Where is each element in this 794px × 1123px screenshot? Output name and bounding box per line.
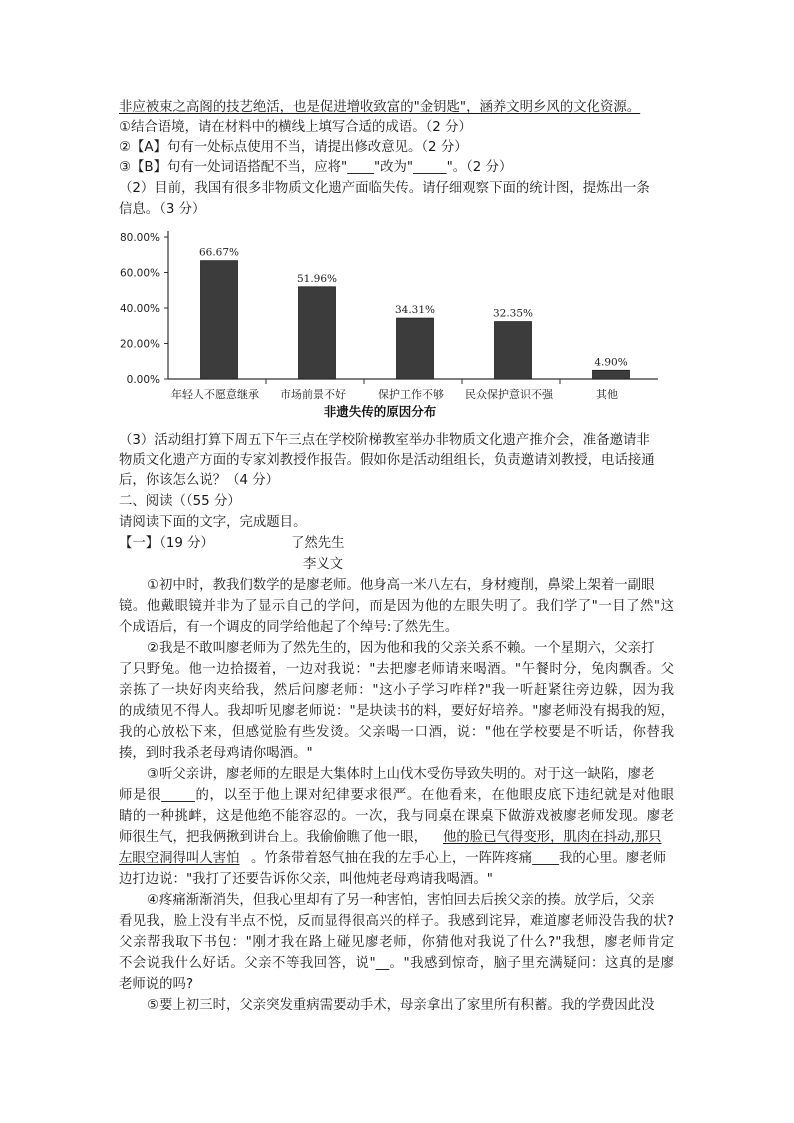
question-1-1: ①结合语境，请在材料中的横线上填写合适的成语。（2 分）	[119, 120, 472, 135]
bar	[201, 261, 238, 379]
category-label: 其他	[596, 388, 618, 401]
bar-value-label: 32.35%	[492, 307, 534, 320]
question-3-line-3: 后，你该怎么说？（4 分）	[119, 473, 280, 488]
category-label: 民众保护意识不强	[465, 388, 553, 401]
y-tick-label: 0.00%	[126, 374, 160, 386]
question-2-line-2: 信息。（3 分）	[119, 202, 206, 217]
para1-line: 镜。他戴眼镜并非为了显示自己的学问，而是因为他的左眼失明了。我们学了"一目了然"这	[119, 599, 674, 614]
bar-value-label: 4.90%	[594, 356, 628, 369]
para2-line: 了只野兔。他一边拾掇着，一边对我说："去把廖老师请来喝酒。"午餐时分，兔肉飘香。父	[119, 662, 674, 677]
para5-line: ⑤要上初三时，父亲突发重病需要动手术，母亲拿出了家里所有积蓄。我的学费因此没	[147, 998, 655, 1013]
category-label: 市场前景不好	[280, 388, 346, 401]
y-tick-label: 80.00%	[119, 232, 160, 244]
part-1-label: 【一】（19 分）	[119, 536, 214, 551]
para2-line: 揍，到时我杀老母鸡请你喝酒。"	[119, 746, 313, 761]
y-tick-label: 60.00%	[119, 267, 160, 280]
bar-chart	[118, 222, 663, 427]
para4-line: ④疼痛渐渐消失，但我心里却有了另一种害怕，害怕回去后挨父亲的揍。放学后，父亲	[147, 893, 655, 908]
bar	[397, 318, 434, 379]
para1-line: ①初中时，教我们数学的是廖老师。他身高一米八左右，身材瘦削，鼻梁上架着一副眼	[147, 578, 655, 593]
bar-value-label: 34.31%	[394, 304, 436, 317]
bar	[299, 287, 336, 379]
para2-line: 我的心放松下来，但感觉脸有些发烫。父亲喝一口酒，说："他在学校要是不听话，你替我	[119, 725, 674, 740]
question-1-3: ③【B】句有一处词语搭配不当，应将"____"改为"_____"。（2 分）	[119, 160, 513, 175]
para3-text: 。竹条带着怒气抽在我的左手心上，一阵阵疼痛____我的心里。廖老师	[251, 851, 667, 866]
article-title: 了然先生	[291, 536, 345, 551]
para2-line: 亲拣了一块好肉夹给我，然后问廖老师："这小子学习咋样?"我一听赶紧往旁边躲，因为我	[119, 683, 674, 698]
bar	[593, 370, 630, 379]
para3-text: ③听父亲讲，廖老师的左眼是大集体时上山伐木受伤导致失明的。对于这一缺陷，廖老	[147, 767, 655, 782]
article-author: 李义文	[303, 557, 344, 572]
bar-value-label: 51.96%	[296, 272, 338, 285]
reading-instruction: 请阅读下面的文字，完成题目。	[119, 515, 307, 530]
question-1-2: ②【A】句有一处标点使用不当，请提出修改意见。（2 分）	[119, 140, 468, 155]
para3-text: 边打边说："我打了还要告诉你父亲，叫他炖老母鸡请我喝酒。"	[119, 872, 493, 887]
category-label: 年轻人不愿意继承	[171, 388, 259, 401]
chart-title: 非遗失传的原因分布	[323, 404, 437, 419]
para4-line: 父亲帮我取下书包："刚才我在路上碰见廖老师，你猜他对我说了什么?"我想，廖老师肯定	[119, 935, 674, 950]
question-3-line-1: （3）活动组打算下周五下午三点在学校阶梯教室举办非物质文化遗产推介会，准备邀请非	[119, 433, 650, 448]
section-2-heading: 二、阅读（（55 分）	[119, 494, 241, 509]
para3-text: 师是很_____的，以至于他上课对纪律要求很严。在他看来，在他眼皮底下违纪就是对他眼	[119, 788, 674, 803]
para2-line: 的成绩见不得人。我却听见廖老师说："是块读书的料，要好好培养。"廖老师没有揭我的短，	[119, 704, 674, 719]
bar	[495, 322, 532, 379]
y-tick-label: 20.00%	[119, 338, 160, 351]
y-tick-label: 40.00%	[119, 303, 160, 315]
para3-text: 师很生气，把我俩揪到讲台上。我偷偷瞧了他一眼，	[119, 830, 427, 845]
bar-value-label: 66.67%	[198, 246, 240, 259]
para3-text: 睛的一种挑衅，这是他绝不能容忍的。一次，我与同桌在课桌下做游戏被廖老师发现。廖老	[119, 809, 674, 824]
material-last-line: 非应被束之高阁的技艺绝活，也是促进增收致富的"金钥匙"，涵养文明乡风的文化资源。	[119, 100, 641, 115]
para4-line: 老师说的吗?	[119, 977, 194, 992]
para3-text: 他的脸已气得变形，肌肉在抖动,那只	[443, 830, 662, 845]
question-2-line-1: （2）目前，我国有很多非物质文化遗产面临失传。请仔细观察下面的统计图，提炼出一条	[119, 181, 650, 196]
para2-line: ②我是不敢叫廖老师为了然先生的，因为他和我的父亲关系不赖。一个星期六，父亲打	[147, 641, 655, 656]
para1-line: 个成语后，有一个调皮的同学给他起了个绰号:了然先生。	[119, 620, 459, 635]
question-3-line-2: 物质文化遗产方面的专家刘教授作报告。假如你是活动组组长，负责邀请刘教授，电话接通	[119, 453, 655, 468]
category-label: 保护工作不够	[378, 388, 444, 401]
para4-line: 不会说我什么好话。父亲不等我回答，说"__。"我感到惊奇，脑子里充满疑问：这真的是廖	[119, 956, 674, 971]
para3-text: 左眼空洞得叫人害怕	[119, 851, 240, 866]
para4-line: 看见我，脸上没有半点不悦，反而显得很高兴的样子。我感到诧异，难道廖老师没告我的状?	[119, 914, 674, 929]
